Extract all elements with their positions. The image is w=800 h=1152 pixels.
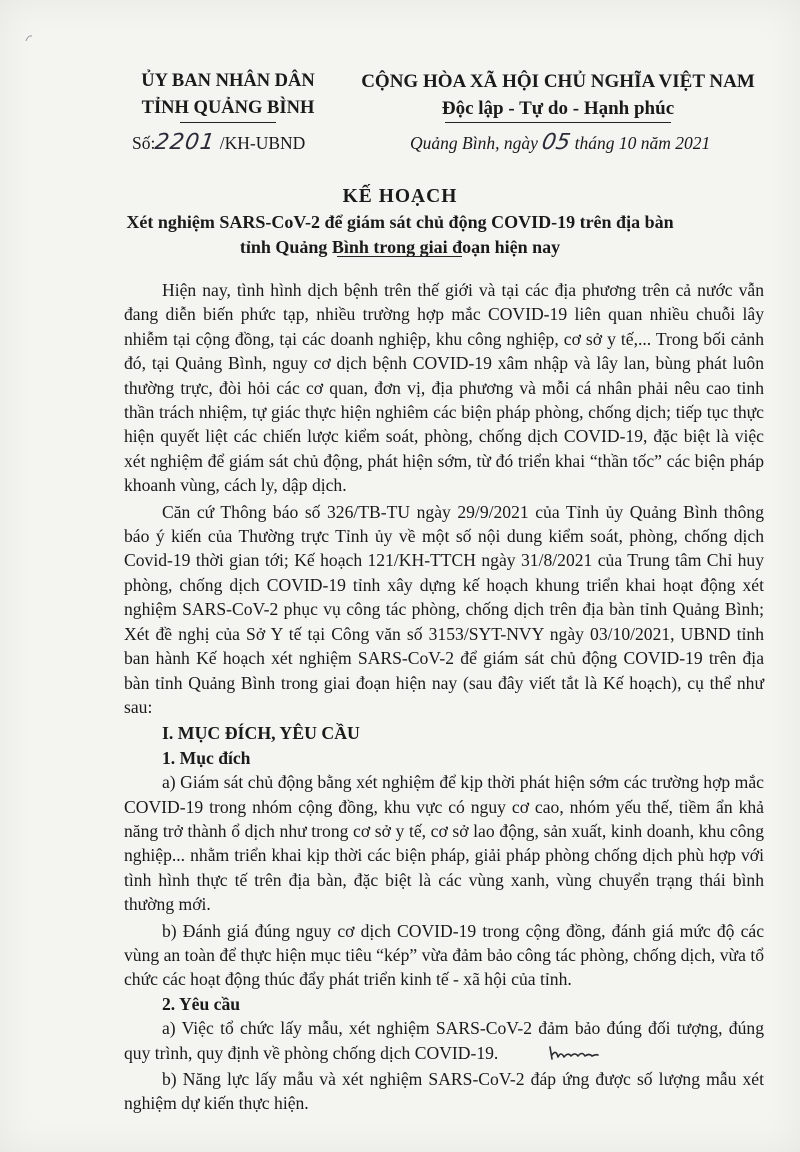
document-type: KẾ HOẠCH: [342, 186, 458, 207]
national-motto: Độc lập - Tự do - Hạnh phúc: [441, 98, 675, 119]
requirement-item-b: b) Năng lực lấy mẫu và xét nghiệm SARS-CoV-2 đáp ứng được số lượng mẫu xét nghiệm dự kiến thực hiện.: [124, 1069, 764, 1114]
intro-paragraph: Hiện nay, tình hình dịch bệnh trên thế giới và tại các địa phương trên cả nước vẫn đang diễn biến phức tạp, nhiều trường hợp mắc COVID-19 liên quan nhiều chuỗi lây nhiễm tại cộng đồng, tại các doanh nghiệp, khu công nghiệp, cơ sở y tế,... Trong bối cảnh đó, tại Quảng Bình, nguy cơ dịch bệnh COVID-19 xâm nhập và lây lan, bùng phát luôn thường trực, đòi hỏi các cơ quan, đơn vị, địa phương và mỗi cá nhân phải nêu cao tinh thần trách nhiệm, tự giác thực hiện nghiêm các biện pháp phòng, chống dịch; tiếp tục thực hiện quyết liệt các chiến lược kiểm soát, phòng, chống dịch COVID-19, đặc biệt là việc xét nghiệm để giám sát chủ động, phát hiện sớm, từ đó triển khai “thần tốc” các biện pháp khoanh vùng, cách ly, dập dịch.: [124, 280, 764, 496]
document-number-suffix: /KH-UBND: [219, 133, 306, 153]
motto-underline: [445, 122, 671, 123]
subsection-purpose: 1. Mục đích: [162, 747, 251, 768]
legal-basis-paragraph: Căn cứ Thông báo số 326/TB-TU ngày 29/9/2021 của Tỉnh ủy Quảng Bình thông báo ý kiến của Thường trực Tỉnh ủy về một số nội dung kiểm soát, phòng, chống dịch Covid-19 thời gian tới; Kế hoạch 121/KH-TTCH ngày 31/8/2021 của Trung tâm Chỉ huy phòng, chống dịch COVID-19 tỉnh xây dựng kế hoạch khung triển khai hoạt động xét nghiệm SARS-CoV-2 phục vụ công tác phòng, chống dịch trên địa bàn tỉnh Quảng Bình; Xét đề nghị của Sở Y tế tại Công văn số 3153/SYT-NVY ngày 03/10/2021, UBND tỉnh ban hành Kế hoạch xét nghiệm SARS-CoV-2 để giám sát chủ động COVID-19 trên địa bàn tỉnh Quảng Bình trong giai đoạn hiện nay (sau đây viết tắt là Kế hoạch), cụ thể như sau:: [124, 501, 764, 717]
title-underline: [337, 256, 462, 257]
authority-line-2: TỈNH QUẢNG BÌNH: [141, 98, 315, 118]
document-number: [132, 130, 305, 155]
document-number-prefix: Số:: [132, 133, 156, 153]
document-body: [124, 278, 764, 1116]
authority-line-1: ỦY BAN NHÂN DÂN: [141, 71, 315, 91]
title-line-1: Xét nghiệm SARS-CoV-2 để giám sát chủ động COVID-19 trên địa bàn: [126, 212, 674, 232]
scan-speck: [24, 33, 34, 43]
document-date: [410, 130, 710, 155]
national-header: [348, 68, 768, 123]
title-line-2: tỉnh Quảng Bình trong giai đoạn hiện nay: [239, 237, 561, 257]
date-day-handwritten: 05: [540, 130, 573, 155]
authority-underline: [180, 122, 276, 123]
date-prefix: Quảng Bình, ngày: [410, 133, 538, 153]
requirement-item-a: a) Việc tổ chức lấy mẫu, xét nghiệm SARS-CoV-2 đảm bảo đúng đối tượng, đúng quy trình, quy định về phòng chống dịch COVID-19.: [124, 1018, 764, 1063]
date-suffix: tháng 10 năm 2021: [574, 133, 711, 153]
document-title: [90, 183, 710, 260]
document-number-handwritten: 2201: [153, 130, 218, 155]
section-heading: I. MỤC ĐÍCH, YÊU CẦU: [162, 723, 360, 744]
initials-signature: [548, 1043, 600, 1065]
purpose-item-a: a) Giám sát chủ động bằng xét nghiệm để kịp thời phát hiện sớm các trường hợp mắc COVID-19 trong nhóm cộng đồng, khu vực có nguy cơ cao, nhóm yếu thế, tiềm ẩn khả năng trở thành ổ dịch như trong cơ sở y tế, cơ sở lao động, sản xuất, kinh doanh, khu công nghiệp... nhằm triển khai kịp thời các biện pháp, giải pháp phòng chống dịch phù hợp với tình hình thực tế trên địa bàn, đặc biệt là các vùng xanh, vùng chuyển trạng thái bình thường mới.: [124, 772, 764, 915]
subsection-requirements: 2. Yêu cầu: [162, 993, 241, 1014]
purpose-item-b: b) Đánh giá đúng nguy cơ dịch COVID-19 trong cộng đồng, đánh giá mức độ các vùng an toàn để thực hiện mục tiêu “kép” vừa đảm bảo công tác phòng, chống dịch, vừa tổ chức các hoạt động thúc đẩy phát triển kinh tế - xã hội của tỉnh.: [124, 920, 764, 990]
national-title: CỘNG HÒA XÃ HỘI CHỦ NGHĨA VIỆT NAM: [361, 71, 755, 92]
issuing-authority: [118, 68, 338, 123]
